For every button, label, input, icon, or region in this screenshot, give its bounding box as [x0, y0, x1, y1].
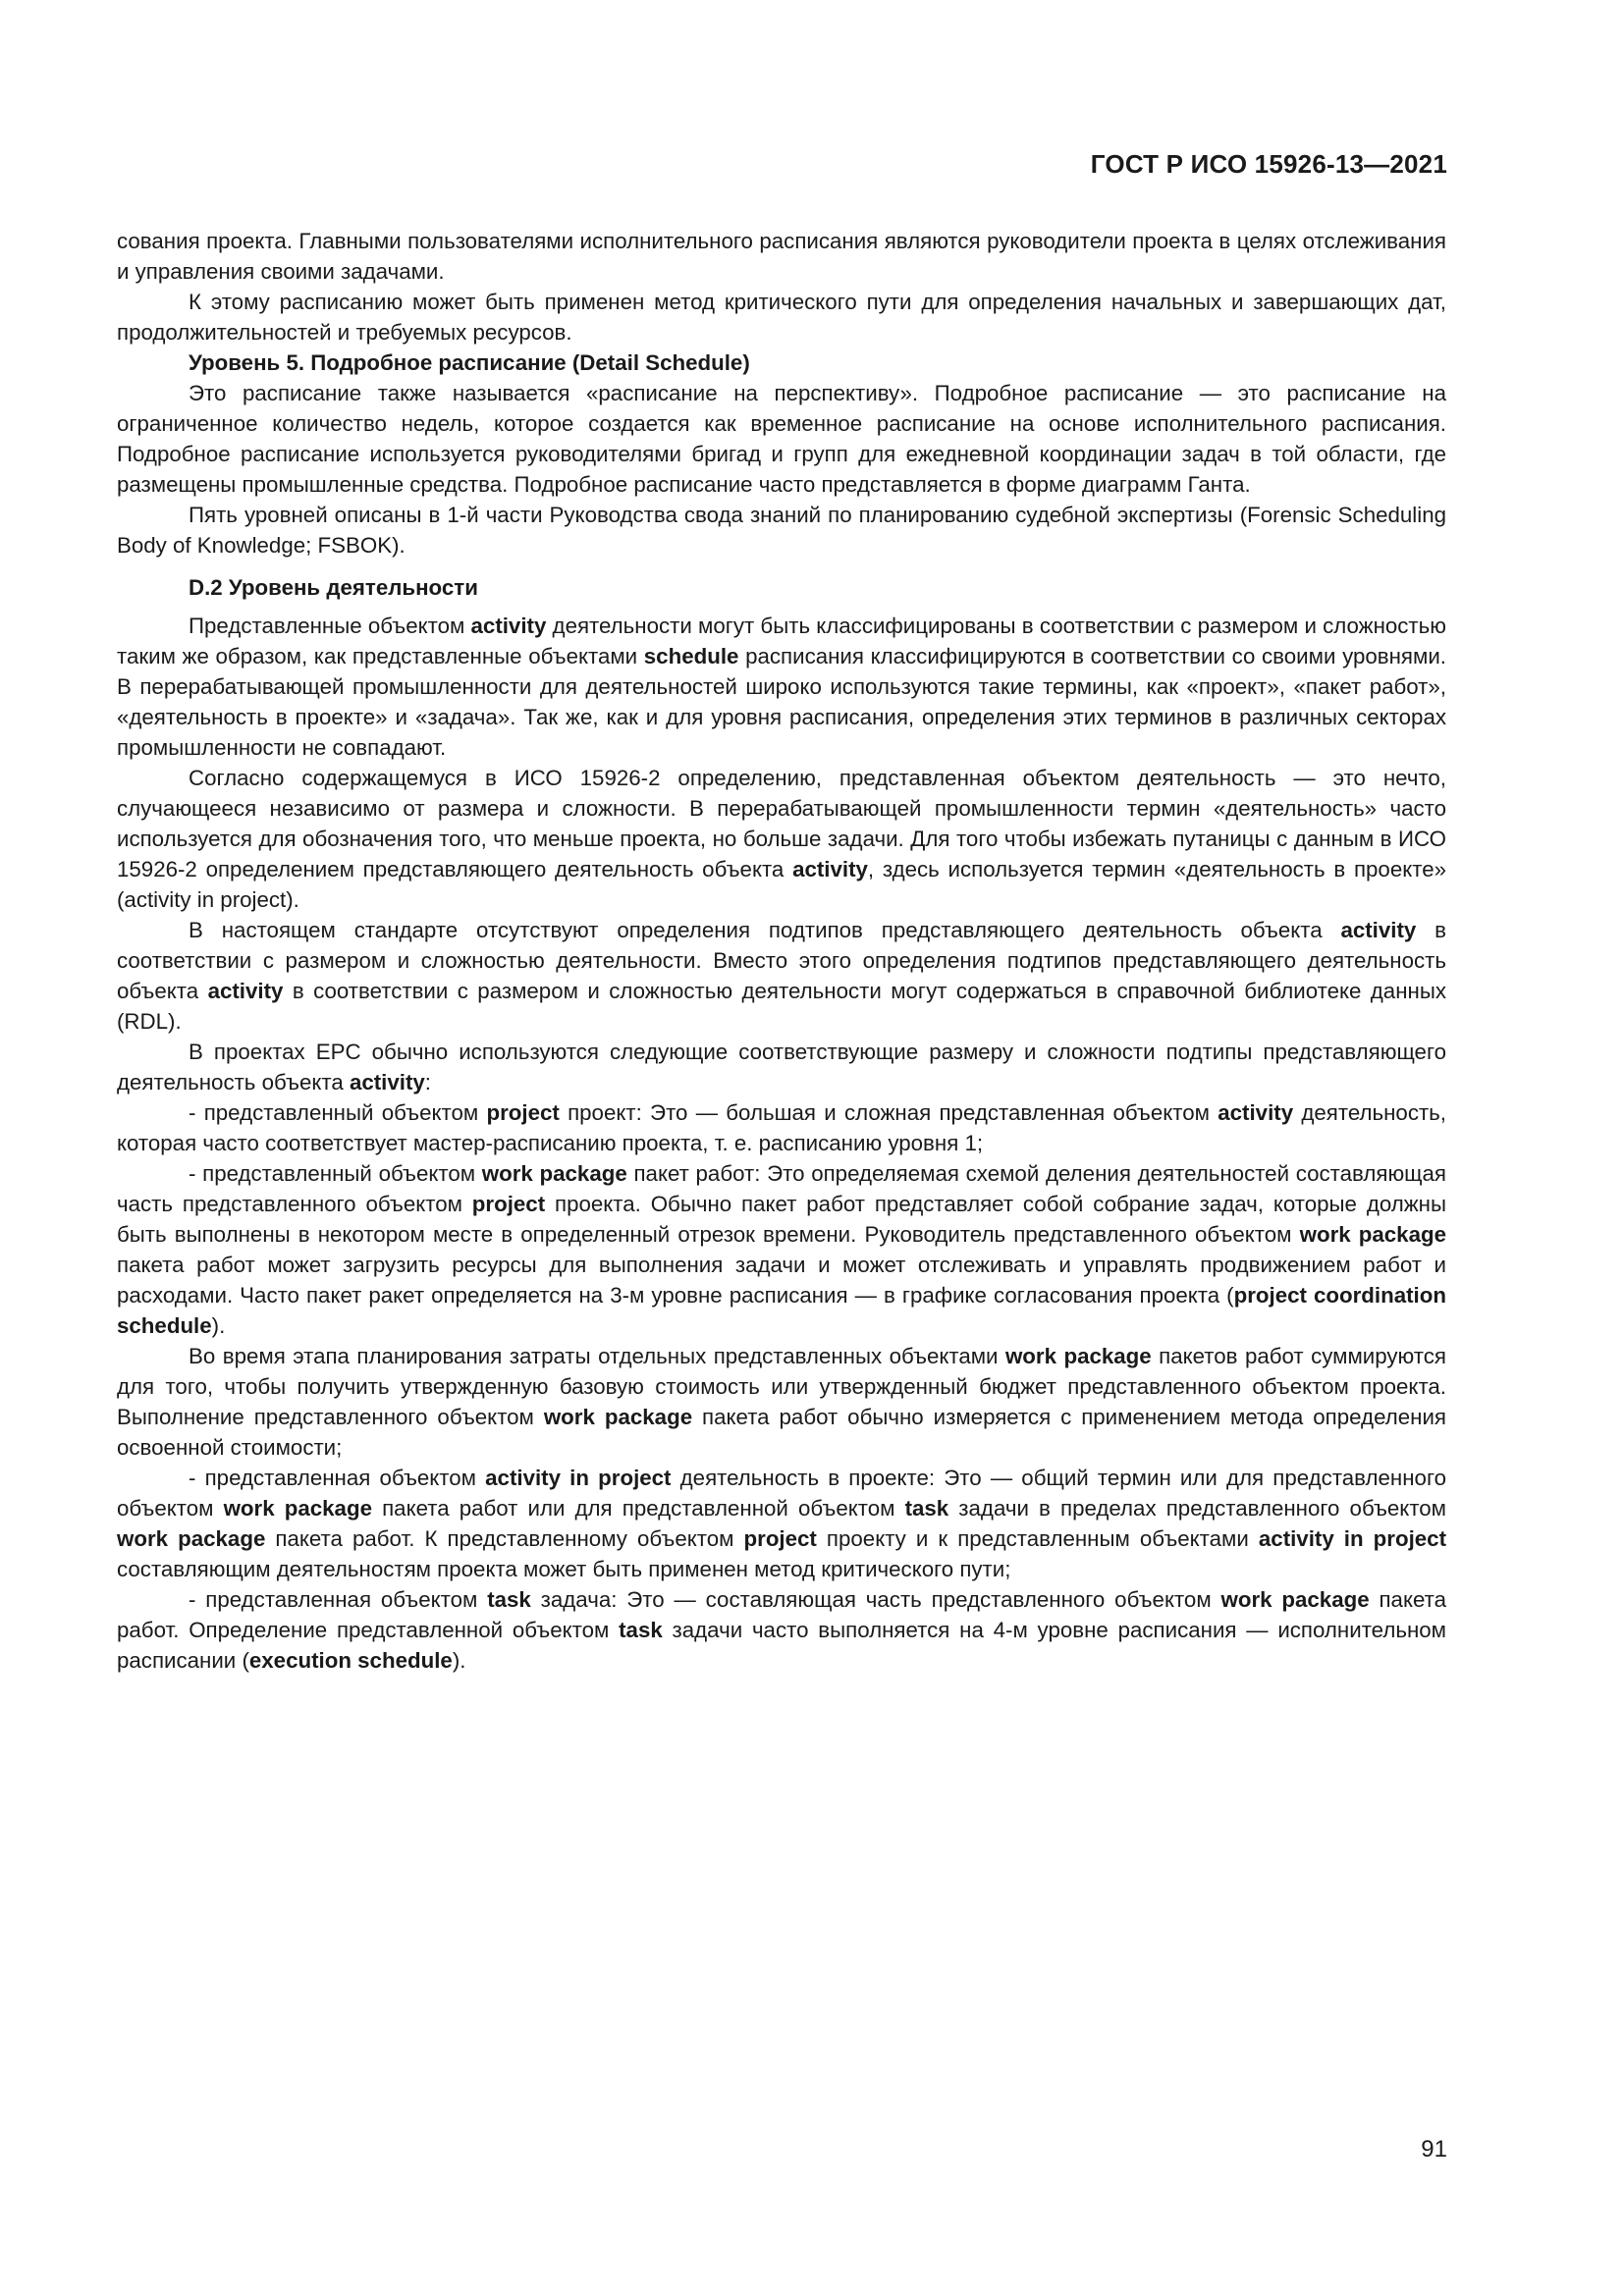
list-item-activity-in-project: - представленная объектом activity in project деятельность в проекте: Это — общий термин или для представленного объектом work package пакета работ или для представленной объектом task задачи в пределах представленного объектом work package пакета работ. К представленному объектом project проекту и к представленным объектами activity in project составляющим деятельностям проекта может быть применен метод критического пути; [117, 1466, 1447, 1581]
document-code-header: ГОСТ Р ИСО 15926-13—2021 [1090, 149, 1447, 179]
paragraph-d2-1: Представленные объектом activity деятельности могут быть классифицированы в соответствии с размером и сложностью таким же образом, как представленные объектами schedule расписания классифицируются в соответствии со своими уровнями. В перерабатывающей промышленности для деятельностей широко используются такие термины, как «проект», «пакет работ», «деятельность в проекте» и «задача». Так же, как и для уровня расписания, определения этих терминов в различных секторах промышленности не совпадают. [117, 614, 1446, 760]
level5-heading: Уровень 5. Подробное расписание (Detail Schedule) [189, 350, 750, 375]
section-heading-d2: D.2 Уровень деятельности [189, 575, 478, 600]
paragraph-detail-schedule: Это расписание также называется «расписание на перспективу». Подробное расписание — это расписание на ограниченное количество недель, которое создается как временное расписание на основе исполнительного расписания. Подробное расписание используется руководителями бригад и групп для ежедневной координации задач в той области, где размещены промышленные средства. Подробное расписание часто представляется в форме диаграмм Ганта. [117, 381, 1446, 497]
list-item-work-package: - представленный объектом work package пакет работ: Это определяемая схемой деления деятельностей составляющая часть представленного объектом project проекта. Обычно пакет работ представляет собой собрание задач, которые должны быть выполнены в некотором месте в определенный отрезок времени. Руководитель представленного объектом work package пакета работ может загрузить ресурсы для выполнения задачи и может отслеживать и управлять продвижением работ и расходами. Часто пакет ракет определяется на 3-м уровне расписания — в графике согласования проекта (project coordination schedule). [117, 1161, 1447, 1338]
paragraph-continuation: сования проекта. Главными пользователями исполнительного расписания являются руководители проекта в целях отслеживания и управления своими задачами. [117, 229, 1446, 284]
paragraph-planning-costs: Во время этапа планирования затраты отдельных представленных объектами work package пакетов работ суммируются для того, чтобы получить утвержденную базовую стоимость или утвержденный бюджет представленного объектом проекта. Выполнение представленного объектом work package пакета работ обычно измеряется с применением метода определения освоенной стоимости; [117, 1344, 1446, 1460]
page-body [117, 226, 1446, 1676]
paragraph-d2-2: Согласно содержащемуся в ИСО 15926-2 определению, представленная объектом деятельность — это нечто, случающееся независимо от размера и сложности. В перерабатывающей промышленности термин «деятельность» часто используется для обозначения того, что меньше проекта, но больше задачи. Для того чтобы избежать путаницы с данным в ИСО 15926-2 определением представляющего деятельность объекта activity, здесь используется термин «деятельность в проекте» (activity in project). [117, 766, 1447, 912]
paragraph-d2-3: В настоящем стандарте отсутствуют определения подтипов представляющего деятельность объекта activity в соответствии с размером и сложностью деятельности. Вместо этого определения подтипов представляющего деятельность объекта activity в соответствии с размером и сложностью деятельности могут содержаться в справочной библиотеке данных (RDL). [117, 918, 1446, 1034]
page-number: 91 [1421, 2136, 1447, 2163]
paragraph-d2-4: В проектах EPC обычно используются следующие соответствующие размеру и сложности подтипы представляющего деятельность объекта activity: [117, 1040, 1446, 1095]
paragraph-fsbok: Пять уровней описаны в 1-й части Руководства свода знаний по планированию судебной экспертизы (Forensic Scheduling Body of Knowledge; FSBOK). [117, 503, 1446, 558]
list-item-project: - представленный объектом project проект: Это — большая и сложная представленная объектом activity деятельность, которая часто соответствует мастер-расписанию проекта, т. е. расписанию уровня 1; [117, 1100, 1446, 1155]
list-item-task: - представленная объектом task задача: Это — составляющая часть представленного объектом work package пакета работ. Определение представленной объектом task задачи часто выполняется на 4-м уровне расписания — исполнительном расписании (execution schedule). [117, 1587, 1446, 1673]
paragraph-critical-path: К этому расписанию может быть применен метод критического пути для определения начальных и завершающих дат, продолжительностей и требуемых ресурсов. [117, 290, 1446, 345]
